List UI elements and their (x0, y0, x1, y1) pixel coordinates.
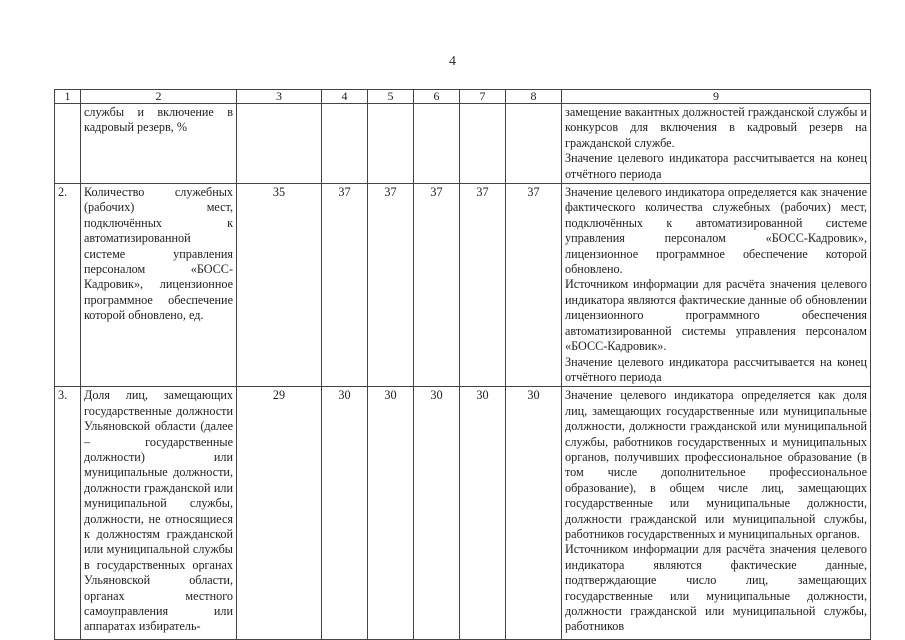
table-row (55, 104, 871, 184)
indicator-value: 30 (460, 387, 506, 640)
indicator-value (368, 104, 414, 184)
indicator-value: 30 (368, 387, 414, 640)
row-number (55, 104, 81, 184)
column-header: 8 (506, 90, 562, 104)
column-header: 1 (55, 90, 81, 104)
column-header: 6 (414, 90, 460, 104)
description-paragraph: Значение целевого индикатора определяется как доля лиц, замещающих государственные или муниципальные должности, должности гражданской или муниципальной службы, работников государственных и муниципальных органов, получивших профессиональное образование (в том числе дополнительное профессиональное образование), в общем числе лиц, замещающих государственные или муниципальные должности, должности гражданской или муниципальной службы, работников государственных и муниципальных органов. (565, 388, 867, 541)
indicator-name: Количество служебных (рабочих) мест, подключённых к автоматизированной системе управления персоналом «БОСС-Кадровик», лицензионное программное обеспечение которой обновлено, ед. (81, 184, 237, 387)
column-header: 9 (562, 90, 871, 104)
indicator-name: службы и включение в кадровый резерв, % (81, 104, 237, 184)
table-header-row (55, 90, 871, 104)
indicator-value: 37 (506, 184, 562, 387)
indicator-value (506, 104, 562, 184)
description-paragraph: Источником информации для расчёта значения целевого индикатора являются фактические данные, подтверждающие число лиц, замещающих государственные или муниципальные должности, должности гражданской или муниципальной службы, работников (565, 542, 867, 634)
column-header: 7 (460, 90, 506, 104)
page-number: 4 (449, 54, 456, 69)
indicator-value: 30 (506, 387, 562, 640)
description-paragraph: Значение целевого индикатора рассчитывается на конец отчётного периода (565, 354, 867, 384)
row-number: 3. (55, 387, 81, 640)
table-row (55, 387, 871, 640)
indicator-value: 35 (237, 184, 322, 387)
indicator-value: 37 (322, 184, 368, 387)
indicator-value (322, 104, 368, 184)
indicator-value: 30 (414, 387, 460, 640)
description-paragraph: Источником информации для расчёта значения целевого индикатора являются фактические данные об обновлении лицензионного программного обеспечения автоматизированной системы управления персоналом «БОСС-Кадровик». (565, 277, 867, 354)
indicator-value: 37 (414, 184, 460, 387)
indicator-value (460, 104, 506, 184)
column-header: 3 (237, 90, 322, 104)
row-number: 2. (55, 184, 81, 387)
description-paragraph: Значение целевого индикатора определяется как значение фактического количества служебных (рабочих) мест, подключённых к автоматизированной системе управления персоналом «БОСС-Кадровик», лицензионное программное обеспечение которой обновлено. (565, 185, 867, 277)
indicator-value (237, 104, 322, 184)
indicator-value: 37 (368, 184, 414, 387)
indicator-description (562, 184, 871, 387)
table-row (55, 184, 871, 387)
column-header: 2 (81, 90, 237, 104)
indicator-name: Доля лиц, замещающих государственные должности Ульяновской области (далее – государственные должности) или муниципальные должности, должности гражданской или муниципальной службы, должности, не относящиеся к должностям гражданской или муниципальной службы в государственных органах Ульяновской области, органах местного самоуправления или аппаратах избиратель- (81, 387, 237, 640)
column-header: 5 (368, 90, 414, 104)
indicator-description (562, 104, 871, 184)
indicator-value (414, 104, 460, 184)
indicator-value: 29 (237, 387, 322, 640)
description-paragraph: замещение вакантных должностей гражданской службы и конкурсов для включения в кадровый резерв на гражданской службе. (565, 105, 867, 150)
indicator-value: 30 (322, 387, 368, 640)
indicators-table (54, 89, 871, 640)
indicator-value: 37 (460, 184, 506, 387)
indicator-description (562, 387, 871, 640)
description-paragraph: Значение целевого индикатора рассчитывается на конец отчётного периода (565, 151, 867, 181)
column-header: 4 (322, 90, 368, 104)
